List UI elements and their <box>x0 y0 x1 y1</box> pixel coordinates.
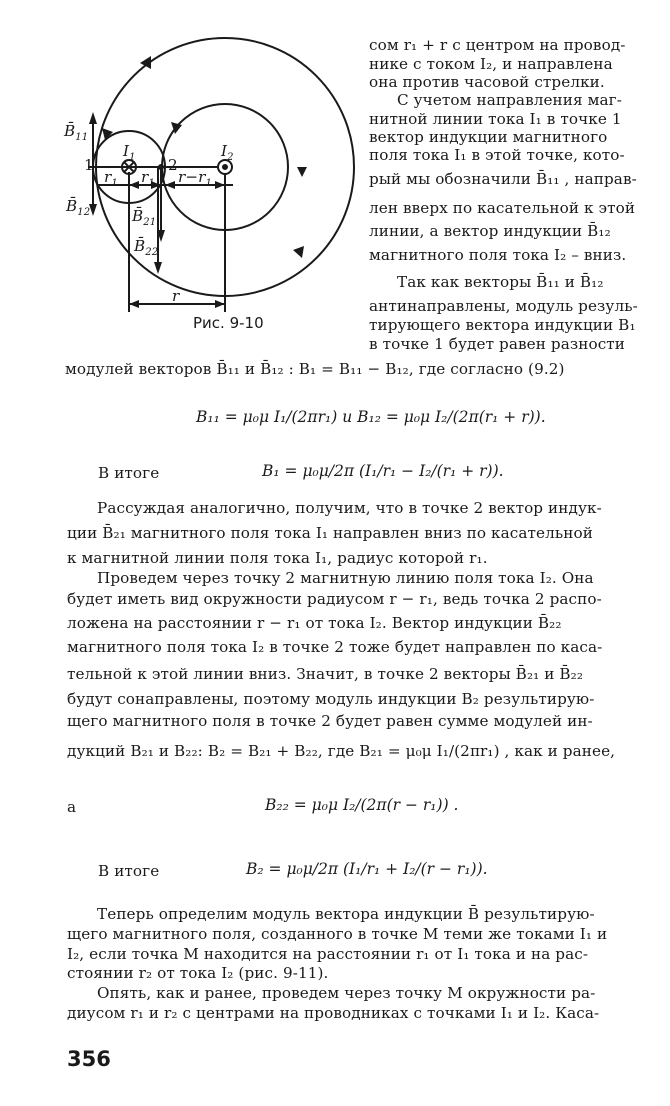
text-line: сом r₁ + r с центром на провод- <box>369 36 626 54</box>
label-r1-left: $r_1$ <box>104 168 118 190</box>
text-line: магнитного поля тока I₂ – вниз. <box>369 246 627 264</box>
formula-b11-b12: B₁₁ = μ₀μ I₁/(2πr₁) и B₁₂ = μ₀μ I₂/(2π(r₁ + r)). <box>196 408 546 426</box>
text-line: стоянии r₂ от тока I₂ (рис. 9-11). <box>67 964 329 982</box>
text-line: тельной к этой линии вниз. Значит, в точке 2 векторы B̄₂₁ и B̄₂₂ <box>67 665 584 683</box>
label-i2: $I_2$ <box>221 142 234 164</box>
text-line: модулей векторов B̄₁₁ и B̄₁₂ : B₁ = B₁₁ − B₁₂, где согласно (9.2) <box>65 360 565 378</box>
text-line: нике с током I₂, и направлена <box>369 55 613 73</box>
text-line: магнитного поля тока I₂ в точке 2 тоже будет направлен по каса- <box>67 638 603 656</box>
figure-caption: Рис. 9-10 <box>193 314 264 332</box>
text-line: диусом r₁ и r₂ с центрами на проводниках с точками I₁ и I₂. Каса- <box>67 1004 600 1022</box>
text-line: к магнитной линии поля тока I₁, радиус которой r₁. <box>67 549 488 567</box>
page-number: 356 <box>67 1047 111 1071</box>
text-line: Проведем через точку 2 магнитную линию поля тока I₂. Она <box>97 569 594 587</box>
text-line: нитной линии тока I₁ в точке 1 <box>369 110 622 128</box>
text-line: Теперь определим модуль вектора индукции B̄ результирую- <box>97 905 595 923</box>
formula-b2: B₂ = μ₀μ/2π (I₁/r₁ + I₂/(r − r₁)). <box>246 860 488 878</box>
text-line: дукций B₂₁ и B₂₂: B₂ = B₂₁ + B₂₂, где B₂₁ = μ₀μ I₁/(2πr₁) , как и ранее, <box>67 742 616 760</box>
label-i1: $I_1$ <box>123 142 136 164</box>
text-line: Рассуждая аналогично, получим, что в точке 2 вектор индук- <box>97 499 602 517</box>
text-line: щего магнитного поля, созданного в точке M теми же токами I₁ и <box>67 925 608 943</box>
text-line: рый мы обозначили B̄₁₁ , направ- <box>369 170 637 188</box>
text-line: тирующего вектора индукции B₁ <box>369 316 636 334</box>
text-line: линии, а вектор индукции B̄₁₂ <box>369 222 611 240</box>
label-r-minus-r1: $r-r_1$ <box>178 168 213 190</box>
text-line: будут сонаправлены, поэтому модуль индукции B₂ результирую- <box>67 690 595 708</box>
itog-label: В итоге <box>98 862 160 880</box>
text-line: будет иметь вид окружности радиусом r − r₁, ведь точка 2 распо- <box>67 590 602 608</box>
label-r: r <box>172 287 180 305</box>
text-line: Опять, как и ранее, проведем через точку M окружности ра- <box>97 984 596 1002</box>
text-line: в точке 1 будет равен разности <box>369 335 626 353</box>
label-b11: $B̄_{11}$ <box>64 122 89 144</box>
formula-b1: B₁ = μ₀μ/2π (I₁/r₁ − I₂/(r₁ + r)). <box>262 462 504 480</box>
a-label: а <box>67 798 77 816</box>
text-line: С учетом направления маг- <box>397 91 622 109</box>
label-b22: $B̄_{22}$ <box>134 237 159 259</box>
label-b12: $B̄_{12}$ <box>66 197 91 219</box>
text-line: вектор индукции магнитного <box>369 128 608 146</box>
text-line: она против часовой стрелки. <box>369 73 605 91</box>
label-b21: $B̄_{21}$ <box>132 207 157 229</box>
label-point-2: 2 <box>168 156 178 174</box>
text-line: Так как векторы B̄₁₁ и B̄₁₂ <box>397 273 604 291</box>
text-line: поля тока I₁ в этой точке, кото- <box>369 146 625 164</box>
text-line: ции B̄₂₁ магнитного поля тока I₁ направлен вниз по касательной <box>67 524 593 542</box>
label-point-1: 1 <box>84 156 94 174</box>
text-line: I₂, если точка M находится на расстоянии r₁ от I₁ тока и на рас- <box>67 945 589 963</box>
text-line: лен вверх по касательной к этой <box>369 199 636 217</box>
itog-label: В итоге <box>98 464 160 482</box>
label-r1-right: $r_1$ <box>141 168 155 190</box>
text-line: антинаправлены, модуль резуль- <box>369 297 638 315</box>
text-line: ложена на расстоянии r − r₁ от тока I₂. Вектор индукции B̄₂₂ <box>67 614 562 632</box>
formula-b22: B₂₂ = μ₀μ I₂/(2π(r − r₁)) . <box>265 796 459 814</box>
text-line: щего магнитного поля в точке 2 будет равен сумме модулей ин- <box>67 712 593 730</box>
